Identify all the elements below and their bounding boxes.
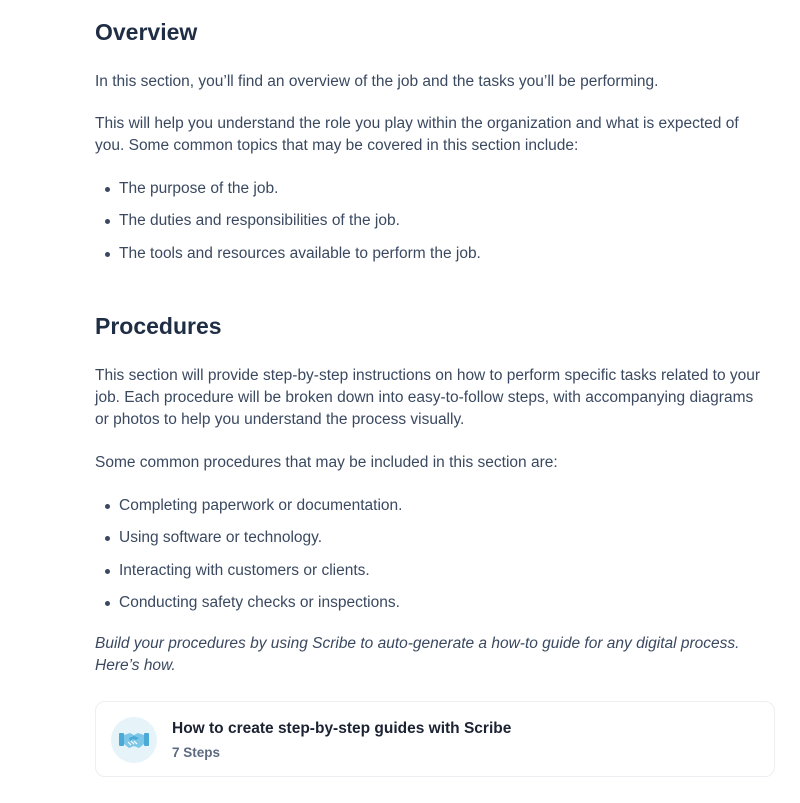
procedures-list-intro-paragraph: Some common procedures that may be included in this section are:: [95, 454, 558, 471]
procedures-list: [95, 495, 755, 624]
list-item: The duties and responsibilities of the job.: [95, 210, 755, 232]
overview-heading: Overview: [95, 19, 198, 45]
list-item: Using software or technology.: [95, 527, 755, 549]
list-item: Conducting safety checks or inspections.: [95, 592, 755, 614]
scribe-guide-card[interactable]: [95, 701, 775, 777]
scribe-callout-paragraph: Build your procedures by using Scribe to auto-generate a how-to guide for any digital process. Here’s how.: [95, 635, 740, 674]
overview-topics-list: [95, 178, 755, 275]
list-item: The purpose of the job.: [95, 178, 755, 200]
procedures-heading: Procedures: [95, 313, 222, 339]
overview-description-paragraph: This will help you understand the role you play within the organization and what is expected of you. Some common topics that may be covered in this section include:: [95, 115, 739, 154]
guide-card-steps: 7 Steps: [172, 745, 221, 760]
handshake-icon: [111, 717, 157, 763]
overview-intro-paragraph: In this section, you’ll find an overview of the job and the tasks you’ll be performing.: [95, 73, 659, 90]
list-item: The tools and resources available to perform the job.: [95, 243, 755, 265]
list-item: Completing paperwork or documentation.: [95, 495, 755, 517]
list-item: Interacting with customers or clients.: [95, 560, 755, 582]
guide-card-title[interactable]: How to create step-by-step guides with Scribe: [172, 720, 512, 737]
procedures-intro-paragraph: This section will provide step-by-step instructions on how to perform specific tasks related to your job. Each procedure will be broken down into easy-to-follow steps, with accompanying diagrams or photos to help you understand the process visually.: [95, 367, 761, 428]
